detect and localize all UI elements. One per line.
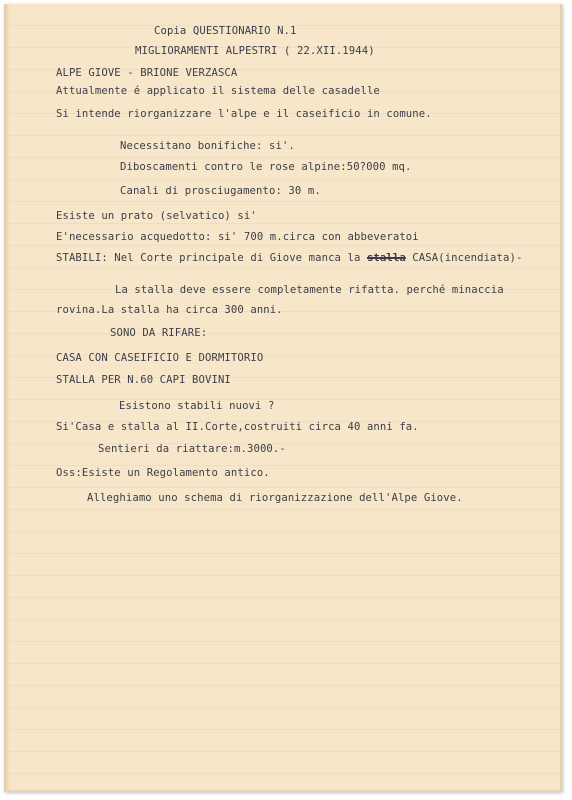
text-line-12: CASA CON CASEIFICIO E DORMITORIO <box>56 352 264 364</box>
document-title: Copia QUESTIONARIO N.1 <box>154 25 297 37</box>
text-line-8-end: CASA(incendiata)- <box>405 252 523 264</box>
document-subtitle: MIGLIORAMENTI ALPESTRI ( 22.XII.1944) <box>135 45 375 57</box>
text-line-15: Si'Casa e stalla al II.Corte,costruiti circa 40 anni fa. <box>56 421 419 433</box>
text-line-10: rovina.La stalla ha circa 300 anni. <box>56 304 283 316</box>
text-line-5: Canali di prosciugamento: 30 m. <box>120 185 321 197</box>
text-line-16: Sentieri da riattare:m.3000.- <box>98 443 286 455</box>
text-line-8-start: STABILI: Nel Corte principale di Giove manca la <box>56 252 367 264</box>
text-line-18: Alleghiamo uno schema di riorganizzazione dell'Alpe Giove. <box>87 492 463 504</box>
text-line-7: E'necessario acquedotto: si' 700 m.circa con abbeveratoi <box>56 231 419 243</box>
text-line-9: La stalla deve essere completamente rifatta. perché minaccia <box>115 284 504 296</box>
text-line-11: SONO DA RIFARE: <box>110 327 208 339</box>
text-line-4: Diboscamenti contro le rose alpine:50?000 mq. <box>120 161 412 173</box>
struck-word: stalla <box>366 252 406 264</box>
text-line-8 <box>56 252 522 264</box>
text-line-2: Si intende riorganizzare l'alpe e il caseificio in comune. <box>56 108 432 120</box>
text-line-3: Necessitano bonifiche: si'. <box>120 140 295 152</box>
paper-edge-shadow <box>4 4 10 790</box>
text-line-6: Esiste un prato (selvatico) si' <box>56 210 257 222</box>
text-line-17: Oss:Esiste un Regolamento antico. <box>56 467 270 479</box>
text-line-1: Attualmente é applicato il sistema delle casadelle <box>56 85 380 97</box>
text-line-14: Esistono stabili nuovi ? <box>119 400 275 412</box>
document-page <box>4 4 562 792</box>
document-location: ALPE GIOVE - BRIONE VERZASCA <box>56 67 238 79</box>
text-line-13: STALLA PER N.60 CAPI BOVINI <box>56 374 231 386</box>
